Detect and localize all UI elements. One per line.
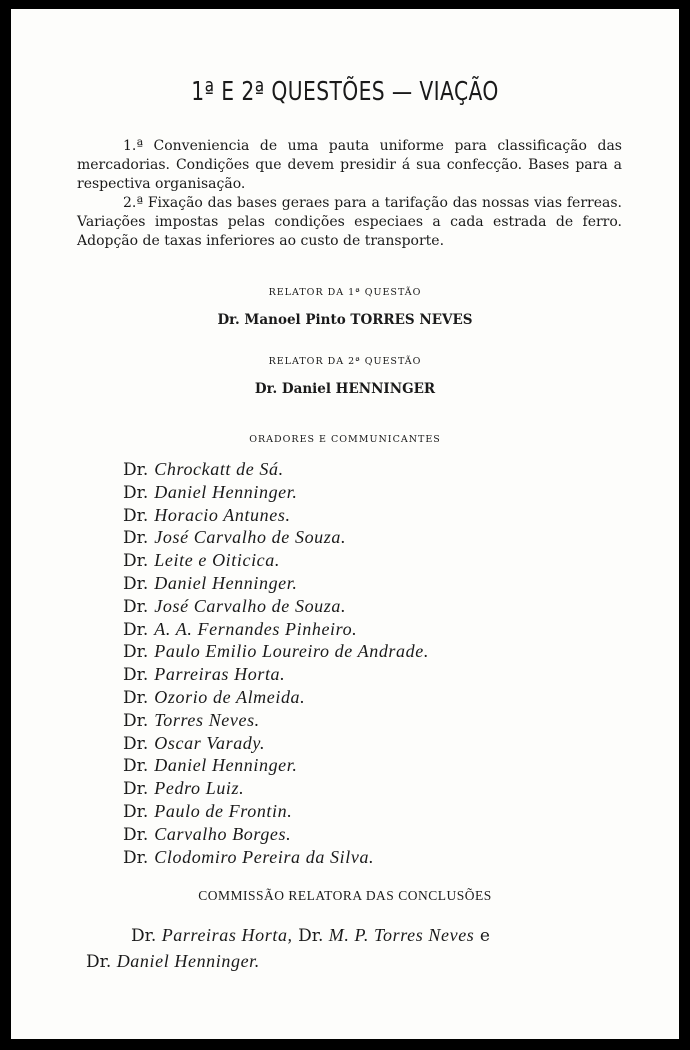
- speaker-name: Daniel Henninger.: [154, 481, 298, 502]
- speaker-prefix: Dr.: [123, 801, 149, 822]
- speaker-prefix: Dr.: [123, 710, 149, 731]
- speaker-row: [123, 549, 429, 572]
- speaker-name: Leite e Oiticica.: [154, 550, 280, 571]
- relator-2-name: Dr. Daniel HENNINGER: [254, 381, 436, 397]
- speaker-prefix: Dr.: [123, 687, 149, 708]
- speaker-name: Chrockatt de Sá.: [154, 459, 284, 479]
- commission-conjunction: e: [479, 926, 490, 946]
- relator-1-name: Dr. Manoel Pinto TORRES NEVES: [217, 312, 473, 328]
- speaker-row: [123, 504, 429, 527]
- speakers-list: [123, 458, 429, 868]
- speaker-row: [123, 572, 429, 595]
- speaker-name: Paulo Emilio Loureiro de Andrade.: [154, 641, 429, 662]
- commission-member-prefix: Dr.: [298, 926, 324, 946]
- speaker-row: [123, 458, 429, 481]
- speaker-row: [123, 686, 429, 709]
- speaker-row: [123, 709, 429, 732]
- speaker-prefix: Dr.: [123, 460, 149, 480]
- speaker-prefix: Dr.: [123, 551, 149, 572]
- question-2: 2.ª Fixação das bases geraes para a tarifação das nossas vias ferreas. Variações impostas pelas condições especiaes a cada estrada de ferro. Adopção de taxas inferiores ao custo de transporte.: [77, 195, 622, 249]
- speaker-prefix: Dr.: [123, 573, 149, 594]
- speaker-prefix: Dr.: [123, 528, 149, 549]
- relator-1-label: RELATOR DA 1ª QUESTÃO: [268, 287, 422, 298]
- speaker-name: Daniel Henninger.: [154, 572, 298, 593]
- speaker-prefix: Dr.: [123, 733, 149, 754]
- speaker-row: [123, 777, 429, 800]
- speaker-prefix: Dr.: [123, 824, 149, 845]
- speaker-name: Torres Neves.: [154, 709, 260, 730]
- speaker-prefix: Dr.: [123, 847, 149, 868]
- speaker-row: [123, 618, 429, 641]
- speaker-row: [123, 481, 429, 504]
- speaker-row: [123, 732, 429, 755]
- speaker-name: Carvalho Borges.: [154, 823, 292, 844]
- speaker-row: [123, 640, 429, 663]
- speaker-row: [123, 595, 429, 618]
- commission-label: COMMISSÃO RELATORA DAS CONCLUSÕES: [198, 888, 492, 903]
- speaker-name: José Carvalho de Souza.: [154, 595, 347, 616]
- relator-2-label: RELATOR DA 2ª QUESTÃO: [268, 356, 422, 367]
- speaker-name: A. A. Fernandes Pinheiro.: [154, 618, 358, 639]
- commission-member-name: Parreiras Horta,: [161, 925, 293, 945]
- speaker-row: [123, 823, 429, 846]
- commission-member-prefix: Dr.: [86, 952, 112, 972]
- commission-member-name: Daniel Henninger.: [116, 951, 260, 971]
- commission-line-2: [86, 951, 646, 972]
- speaker-name: Daniel Henninger.: [154, 755, 298, 776]
- page-title: 1ª E 2ª QUESTÕES — VIAÇÃO: [191, 77, 499, 107]
- speaker-row: [123, 754, 429, 777]
- speaker-row: [123, 846, 429, 869]
- speaker-name: Pedro Luiz.: [154, 778, 245, 799]
- commission-line-1: [86, 925, 646, 946]
- speaker-prefix: Dr.: [123, 642, 149, 663]
- speaker-prefix: Dr.: [123, 756, 149, 777]
- speaker-name: Ozorio de Almeida.: [154, 686, 306, 707]
- speakers-label: ORADORES E COMMUNICANTES: [249, 434, 441, 445]
- speaker-prefix: Dr.: [123, 619, 149, 640]
- speaker-name: Clodomiro Pereira da Silva.: [154, 846, 375, 867]
- speaker-prefix: Dr.: [123, 596, 149, 617]
- speaker-prefix: Dr.: [123, 482, 149, 503]
- speaker-row: [123, 663, 429, 686]
- commission-member-prefix: Dr.: [131, 926, 157, 946]
- speaker-name: José Carvalho de Souza.: [154, 527, 347, 548]
- speaker-row: [123, 800, 429, 823]
- speaker-prefix: Dr.: [123, 505, 149, 526]
- question-1: 1.ª Conveniencia de uma pauta uniforme para classificação das mercadorias. Condições que devem presidir á sua confecção. Bases para a respectiva organisação.: [77, 138, 622, 192]
- document-page: [11, 9, 679, 1039]
- speaker-name: Parreiras Horta.: [154, 664, 286, 685]
- speaker-name: Horacio Antunes.: [154, 504, 291, 525]
- commission-member-name: M. P. Torres Neves: [328, 925, 475, 945]
- speaker-name: Oscar Varady.: [154, 732, 266, 753]
- speaker-name: Paulo de Frontin.: [154, 800, 293, 821]
- speaker-prefix: Dr.: [123, 779, 149, 800]
- speaker-row: [123, 526, 429, 549]
- speaker-prefix: Dr.: [123, 665, 149, 686]
